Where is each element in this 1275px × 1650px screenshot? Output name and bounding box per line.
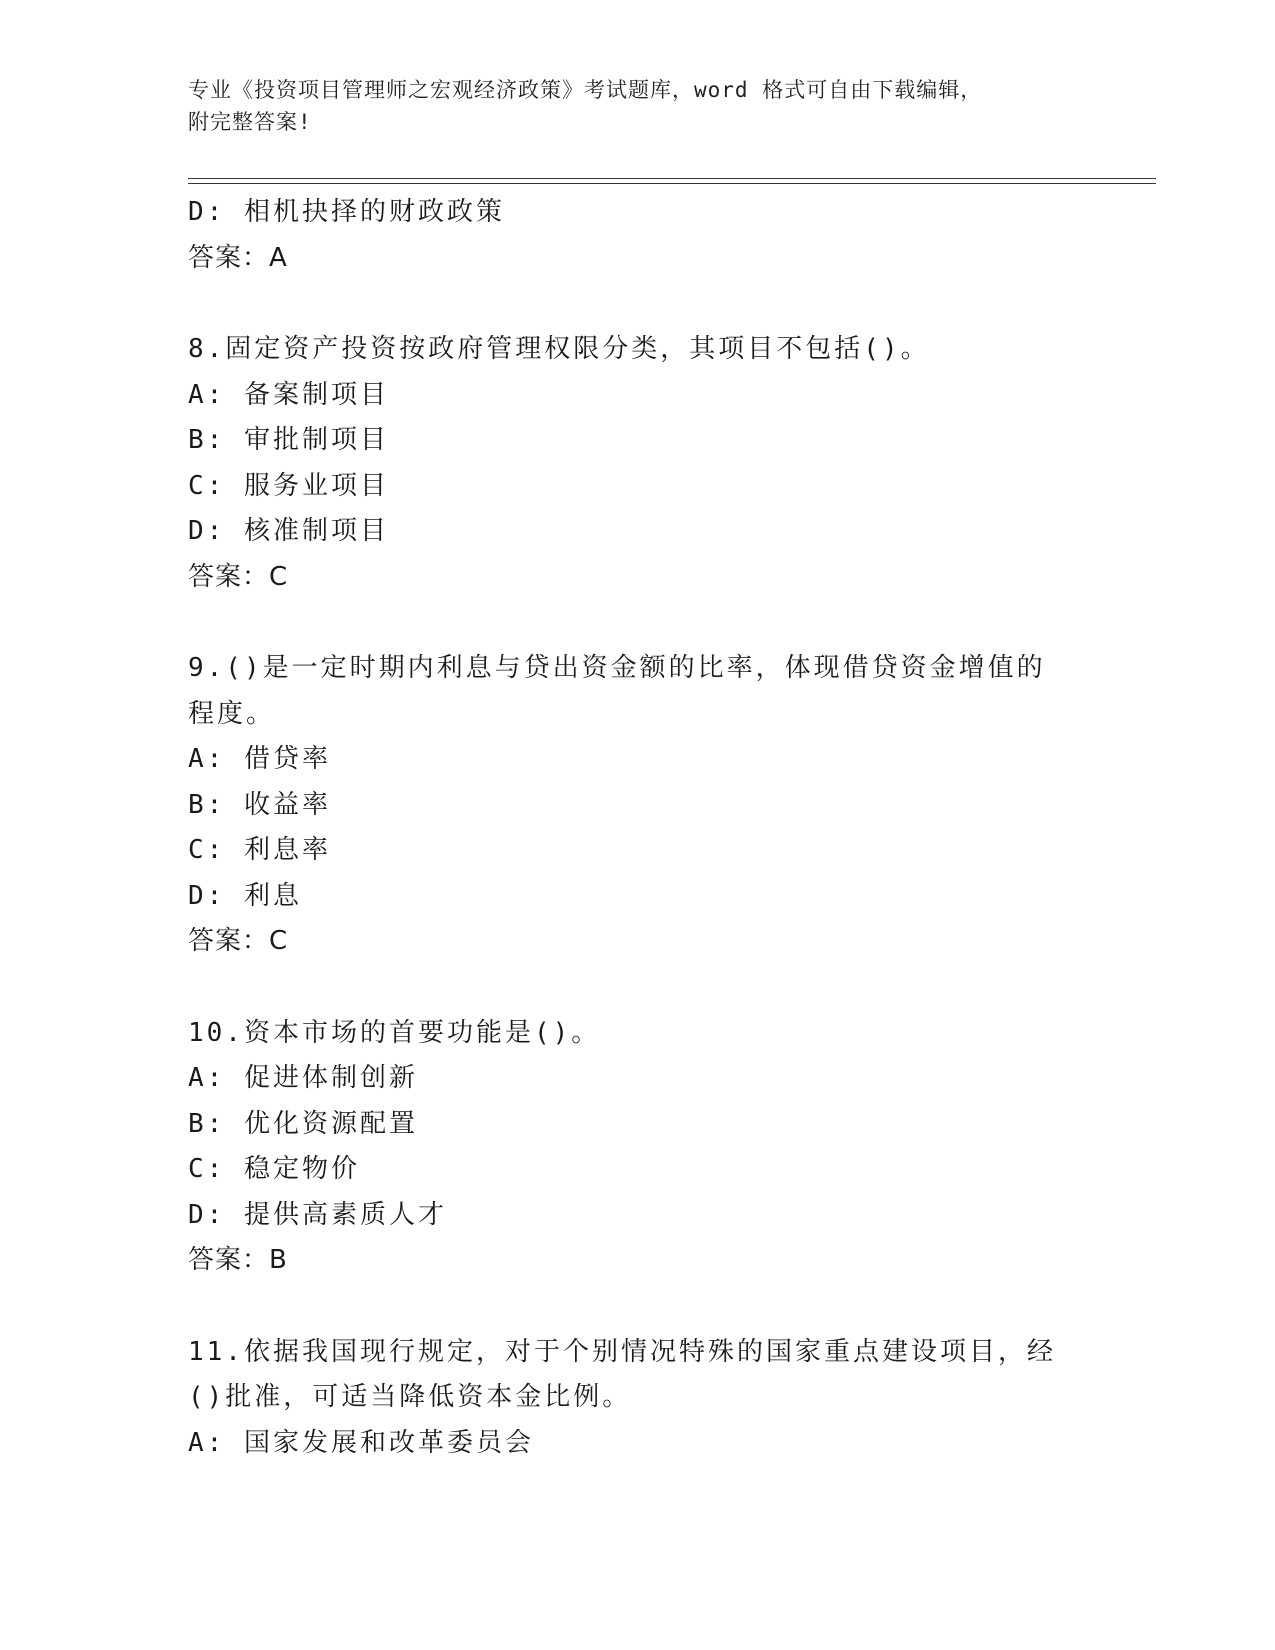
question-9-answer: 答案：C bbox=[188, 926, 289, 956]
header-rule-top bbox=[188, 178, 1156, 179]
question-8-option-a: A: 备案制项目 bbox=[188, 379, 389, 410]
question-10-option-b: B: 优化资源配置 bbox=[188, 1108, 418, 1139]
prev-option-d: D: 相机抉择的财政政策 bbox=[188, 197, 505, 227]
question-9-option-b: B: 收益率 bbox=[188, 789, 331, 820]
question-9-title: 9.()是一定时期内利息与贷出资金额的比率，体现借贷资金增值的程度。 bbox=[188, 653, 1046, 729]
question-list bbox=[188, 190, 1088, 1466]
question-11-option-a: A: 国家发展和改革委员会 bbox=[188, 1427, 534, 1458]
header-line-2: 附完整答案! bbox=[188, 110, 312, 134]
header-line-1: 专业《投资项目管理师之宏观经济政策》考试题库，word 格式可自由下载编辑， bbox=[188, 78, 983, 102]
question-8-option-d: D: 核准制项目 bbox=[188, 516, 389, 546]
question-8-answer: 答案：C bbox=[188, 561, 289, 592]
question-10-option-c: C: 稳定物价 bbox=[188, 1154, 360, 1184]
question-8-option-b: B: 审批制项目 bbox=[188, 425, 389, 455]
question-10-title: 10.资本市场的首要功能是()。 bbox=[188, 1017, 601, 1048]
question-8-option-c: C: 服务业项目 bbox=[188, 470, 389, 501]
question-10-option-a: A: 促进体制创新 bbox=[188, 1063, 418, 1093]
question-9-option-a: A: 借贷率 bbox=[188, 744, 331, 774]
question-9-option-c: C: 利息率 bbox=[188, 835, 331, 865]
question-8-title: 8.固定资产投资按政府管理权限分类，其项目不包括()。 bbox=[188, 334, 930, 364]
question-10-option-d: D: 提供高素质人才 bbox=[188, 1199, 447, 1230]
question-9-option-d: D: 利息 bbox=[188, 880, 302, 911]
prev-answer: 答案：A bbox=[188, 242, 288, 273]
document-header bbox=[188, 74, 1088, 138]
question-11-title: 11.依据我国现行规定，对于个别情况特殊的国家重点建设项目，经()批准，可适当降低资本金比例。 bbox=[188, 1336, 1056, 1412]
header-rule-bottom bbox=[188, 183, 1156, 184]
question-10-answer: 答案：B bbox=[188, 1245, 288, 1275]
